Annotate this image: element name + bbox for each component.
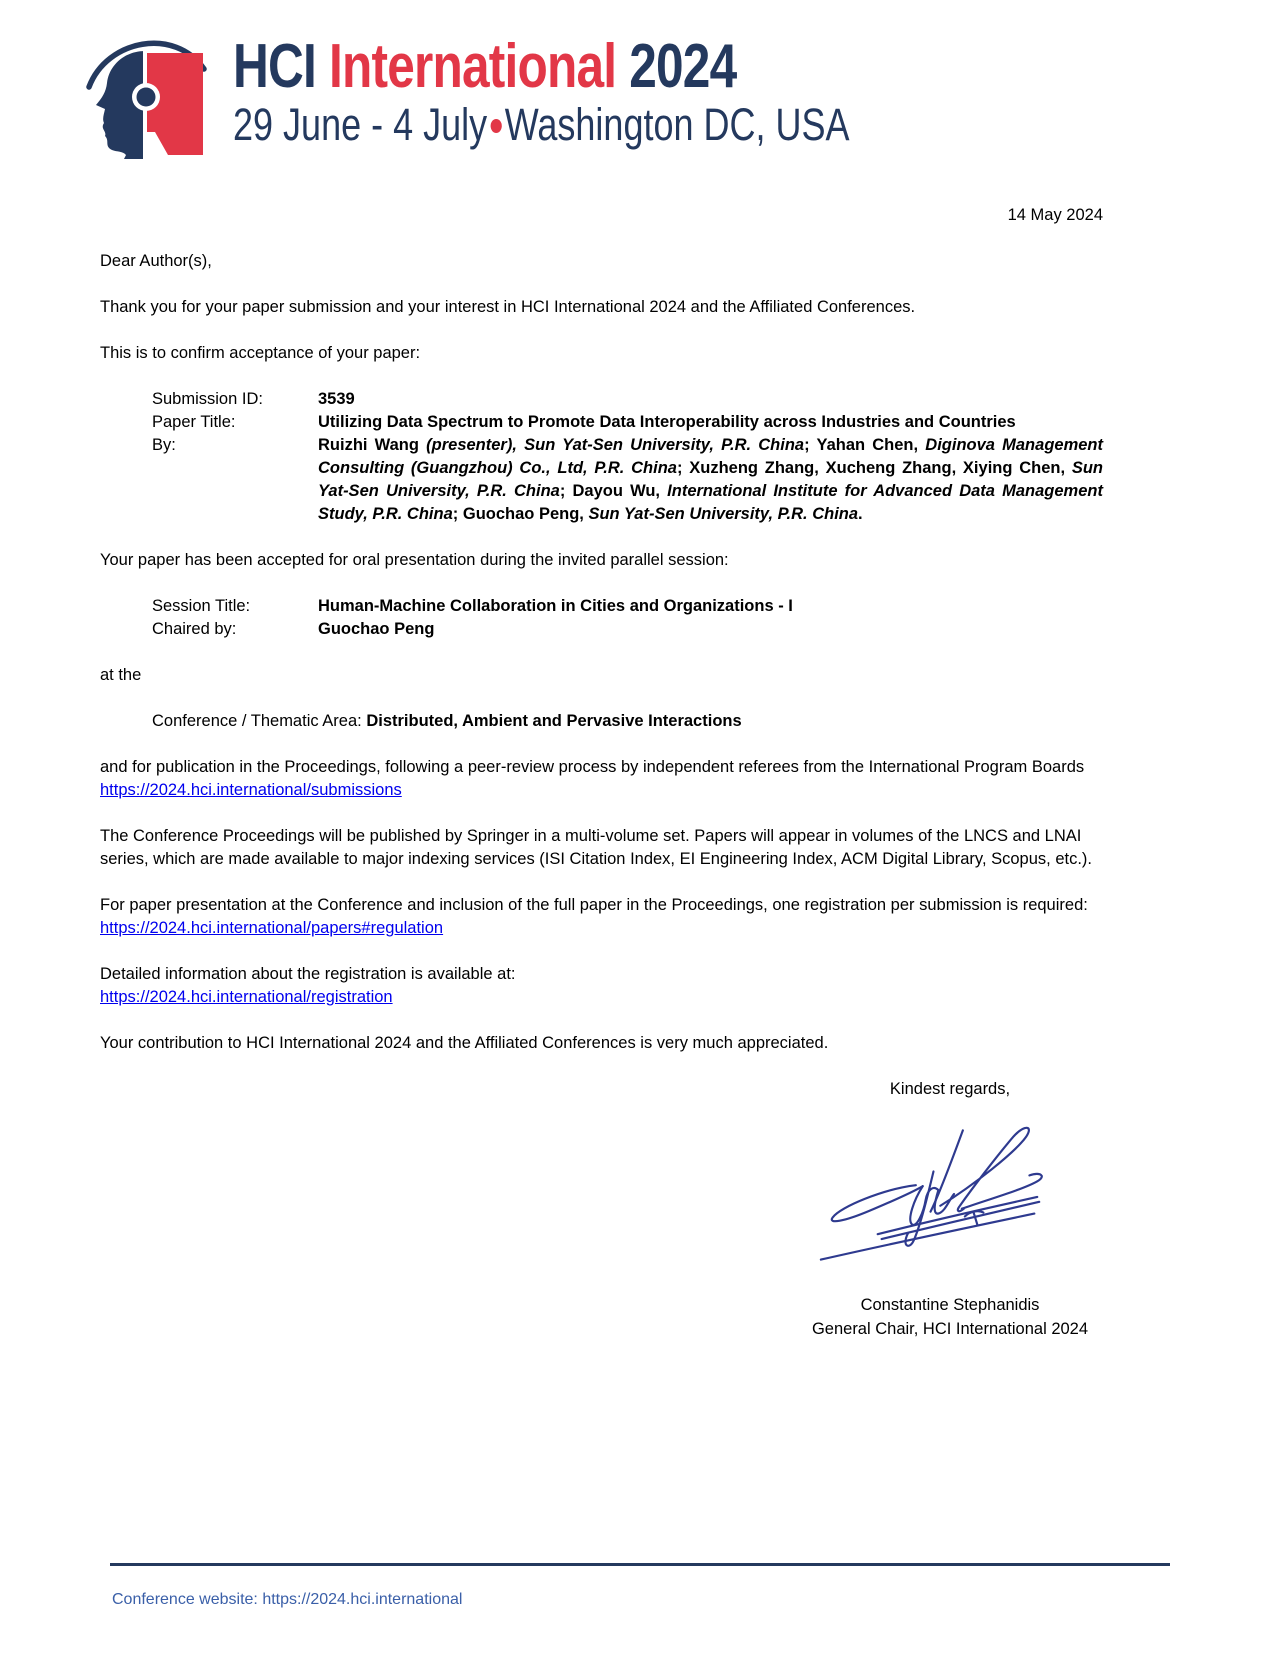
kindest-regards-text: Kindest regards, xyxy=(889,1080,1011,1098)
session-title-row xyxy=(100,595,1103,618)
letter-date: 14 May 2024 xyxy=(1007,206,1103,224)
session-chair-value: Guochao Peng xyxy=(318,620,435,638)
session-chair-label: Chaired by: xyxy=(152,620,237,638)
red-dot-icon xyxy=(490,119,501,133)
signer-name: Constantine Stephanidis xyxy=(860,1296,1040,1314)
intro-paragraph: Thank you for your paper submission and your interest in HCI International 2024 and the Affiliated Conferences. xyxy=(100,298,916,316)
submission-details xyxy=(100,388,1103,526)
logo-title-international: International xyxy=(329,32,617,101)
footer-website-label: Conference website: xyxy=(112,1591,258,1608)
logo-title-hci: HCI xyxy=(233,32,317,101)
thematic-area-label: Conference / Thematic Area: xyxy=(152,712,362,730)
publication-paragraph xyxy=(100,756,1103,802)
authors-value: Ruizhi Wang (presenter), Sun Yat-Sen University, P.R. China; Yahan Chen, Diginova Management Consulting (Guangzhou) Co., Ltd, P.R. China; Xuzheng Zhang, Xucheng Zhang, Xiying Chen, Sun Yat-Sen University, P.R. China; Dayou Wu, International Institute for Advanced Data Management Study, P.R. China; Guochao Peng, Sun Yat-Sen University, P.R. China. xyxy=(318,436,1103,523)
closing-block xyxy=(775,1078,1125,1341)
submission-id-value: 3539 xyxy=(318,390,355,408)
springer-paragraph: The Conference Proceedings will be published by Springer in a multi-volume set. Papers will appear in volumes of the LNCS and LNAI series, which are made available to major indexing services (ISI Citation Index, EI Engineering Index, ACM Digital Library, Scopus, etc.). xyxy=(100,827,1092,868)
logo-text-block xyxy=(233,25,1004,149)
submission-id-row xyxy=(100,388,1103,411)
footer-divider xyxy=(110,1563,1170,1566)
submissions-link[interactable]: https://2024.hci.international/submissions xyxy=(100,781,402,799)
accepted-paragraph: Your paper has been accepted for oral presentation during the invited parallel session: xyxy=(100,551,729,569)
thematic-area-value: Distributed, Ambient and Pervasive Interactions xyxy=(366,712,742,730)
at-the-text: at the xyxy=(100,666,142,684)
papers-regulation-link[interactable]: https://2024.hci.international/papers#regulation xyxy=(100,919,444,937)
registration-info-paragraph xyxy=(100,963,1103,1009)
authors-label: By: xyxy=(152,436,176,454)
footer xyxy=(112,1588,462,1611)
signature-image xyxy=(815,1109,1050,1279)
logo-subtitle xyxy=(233,101,850,149)
session-title-value: Human-Machine Collaboration in Cities and Organizations - I xyxy=(318,597,793,615)
hci-head-logo-icon xyxy=(83,25,209,159)
registration-link[interactable]: https://2024.hci.international/registration xyxy=(100,988,393,1006)
paper-title-label: Paper Title: xyxy=(152,413,236,431)
logo-dates: 29 June - 4 July xyxy=(233,99,488,150)
logo-title-year: 2024 xyxy=(629,32,737,101)
signer-title: General Chair, HCI International 2024 xyxy=(811,1320,1089,1338)
registration-requirement-paragraph xyxy=(100,894,1103,940)
logo-location: Washington DC, USA xyxy=(504,99,850,150)
conference-logo xyxy=(83,25,1280,159)
session-details xyxy=(100,595,1103,641)
appreciation-paragraph: Your contribution to HCI International 2024 and the Affiliated Conferences is very much appreciated. xyxy=(100,1034,829,1052)
publication-text: and for publication in the Proceedings, following a peer-review process by independent referees from the International Program Boards xyxy=(100,758,1085,776)
registration-info-text: Detailed information about the registration is available at: xyxy=(100,965,516,983)
greeting: Dear Author(s), xyxy=(100,252,212,270)
submission-id-label: Submission ID: xyxy=(152,390,263,408)
authors-row xyxy=(100,434,1103,526)
session-title-label: Session Title: xyxy=(152,597,251,615)
thematic-area-line xyxy=(152,710,1103,733)
session-chair-row xyxy=(100,618,1103,641)
footer-website-url[interactable]: https://2024.hci.international xyxy=(262,1591,463,1608)
paper-title-row xyxy=(100,411,1103,434)
logo-title xyxy=(233,32,850,101)
paper-title-value: Utilizing Data Spectrum to Promote Data Interoperability across Industries and Countries xyxy=(318,413,1016,431)
confirm-paragraph: This is to confirm acceptance of your paper: xyxy=(100,344,421,362)
registration-requirement-text: For paper presentation at the Conference and inclusion of the full paper in the Proceedings, one registration per submission is required: xyxy=(100,896,1088,914)
